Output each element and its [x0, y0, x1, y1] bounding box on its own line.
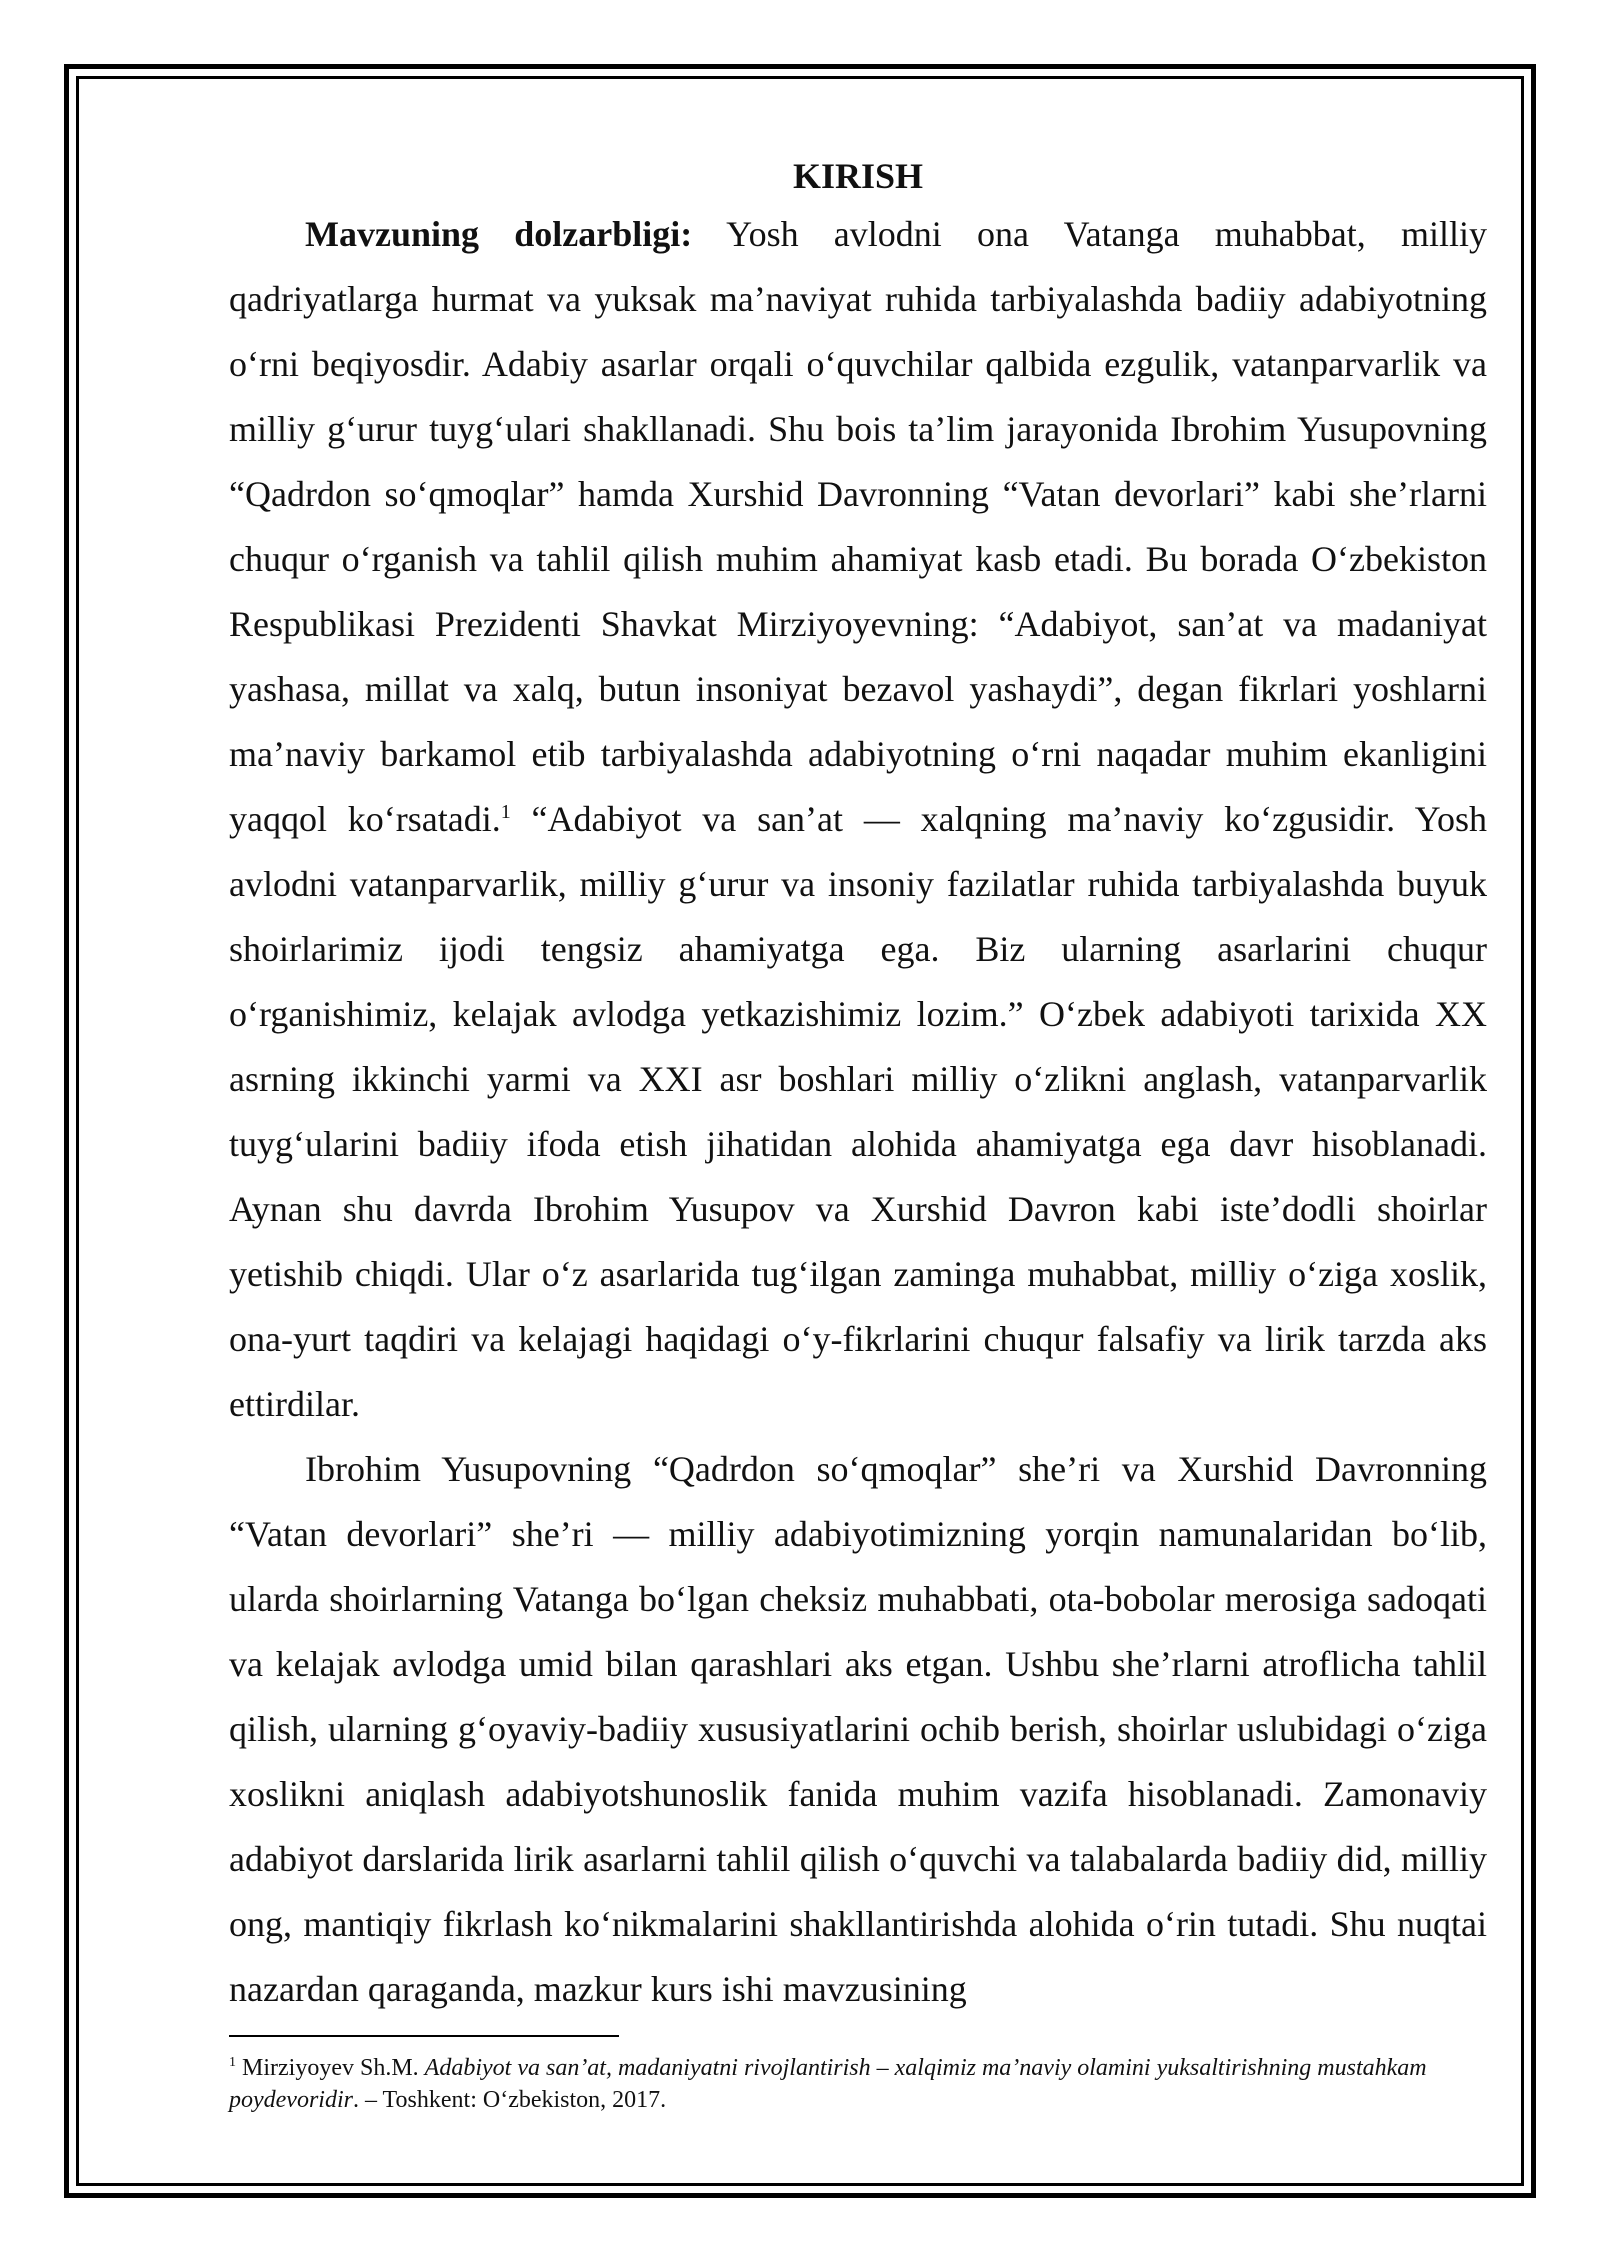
footnote-number: 1 [229, 2055, 236, 2070]
paragraph-relevance [229, 202, 1487, 1437]
paragraph-text: “Adabiyot va san’at — xalqning ma’naviy ko‘zgusidir. Yosh avlodni vatanparvarlik, milliy g‘urur va insoniy fazilatlar ruhida tarbiyalashda buyuk shoirlarimiz ijodi tengsiz ahamiyatga ega. Biz ularning asarlarini chuqur o‘rganishimiz, kelajak avlodga yetkazishimiz lozim.” O‘zbek adabiyoti tarixida XX asrning ikkinchi yarmi va XXI asr boshlari milliy o‘zlikni anglash, vatanparvarlik tuyg‘ularini badiiy ifoda etish jihatidan alohida ahamiyatga ega davr hisoblanadi. Aynan shu davrda Ibrohim Yusupov va Xurshid Davron kabi iste’dodli shoirlar yetishib chiqdi. Ular o‘z asarlarida tug‘ilgan zaminga muhabbat, milliy o‘ziga xoslik, ona-yurt taqdiri va kelajagi haqidagi o‘y-fikrlarini chuqur falsafiy va lirik tarzda aks ettirdilar. [229, 799, 1487, 1424]
page-title: KIRISH [792, 156, 924, 196]
document-body [229, 150, 1487, 2022]
footnote [229, 2052, 1487, 2116]
footnote-author: Mirziyoyev Sh.M. [236, 2055, 425, 2081]
relevance-lead: Mavzuning dolzarbligi: [305, 214, 693, 254]
footnote-separator [229, 2035, 619, 2037]
footnote-title: Adabiyot va san’at, madaniyatni rivojlantirish – xalqimiz ma’naviy olamini yuksaltirishning mustahkam poydevoridir [229, 2055, 1427, 2113]
paragraph-poems: Ibrohim Yusupovning “Qadrdon so‘qmoqlar” she’ri va Xurshid Davronning “Vatan devorlari” she’ri — milliy adabiyotimizning yorqin namunalaridan bo‘lib, ularda shoirlarning Vatanga bo‘lgan cheksiz muhabbati, ota-bobolar merosiga sadoqati va kelajak avlodga umid bilan qarashlari aks etgan. Ushbu she’rlarni atroflicha tahlil qilish, ularning g‘oyaviy-badiiy xususiyatlarini ochib berish, shoirlar uslubidagi o‘ziga xoslikni aniqlash adabiyotshunoslik fanida muhim vazifa hisoblanadi. Zamonaviy adabiyot darslarida lirik asarlarni tahlil qilish o‘quvchi va talabalarda badiiy did, milliy ong, mantiqiy fikrlash ko‘nikmalarini shakllantirishda alohida o‘rin tutadi. Shu nuqtai nazardan qaraganda, mazkur kurs ishi mavzusining [229, 1449, 1487, 2009]
footnote-publication: . – Toshkent: O‘zbekiston, 2017. [352, 2087, 667, 2113]
paragraph-text: Yosh avlodni ona Vatanga muhabbat, milliy qadriyatlarga hurmat va yuksak ma’naviyat ruhida tarbiyalashda badiiy adabiyotning o‘rni beqiyosdir. Adabiy asarlar orqali o‘quvchilar qalbida ezgulik, vatanparvarlik va milliy g‘urur tuyg‘ulari shakllanadi. Shu bois ta’lim jarayonida Ibrohim Yusupovning “Qadrdon so‘qmoqlar” hamda Xurshid Davronning “Vatan devorlari” kabi she’rlarni chuqur o‘rganish va tahlil qilish muhim ahamiyat kasb etadi. Bu borada O‘zbekiston Respublikasi Prezidenti Shavkat Mirziyoyevning: “Adabiyot, san’at va madaniyat yashasa, millat va xalq, butun insoniyat bezavol yashaydi”, degan fikrlari yoshlarni ma’naviy barkamol etib tarbiyalashda adabiyotning o‘rni naqadar muhim ekanligini yaqqol ko‘rsatadi. [229, 214, 1487, 839]
footnote-reference[interactable]: 1 [500, 801, 511, 823]
